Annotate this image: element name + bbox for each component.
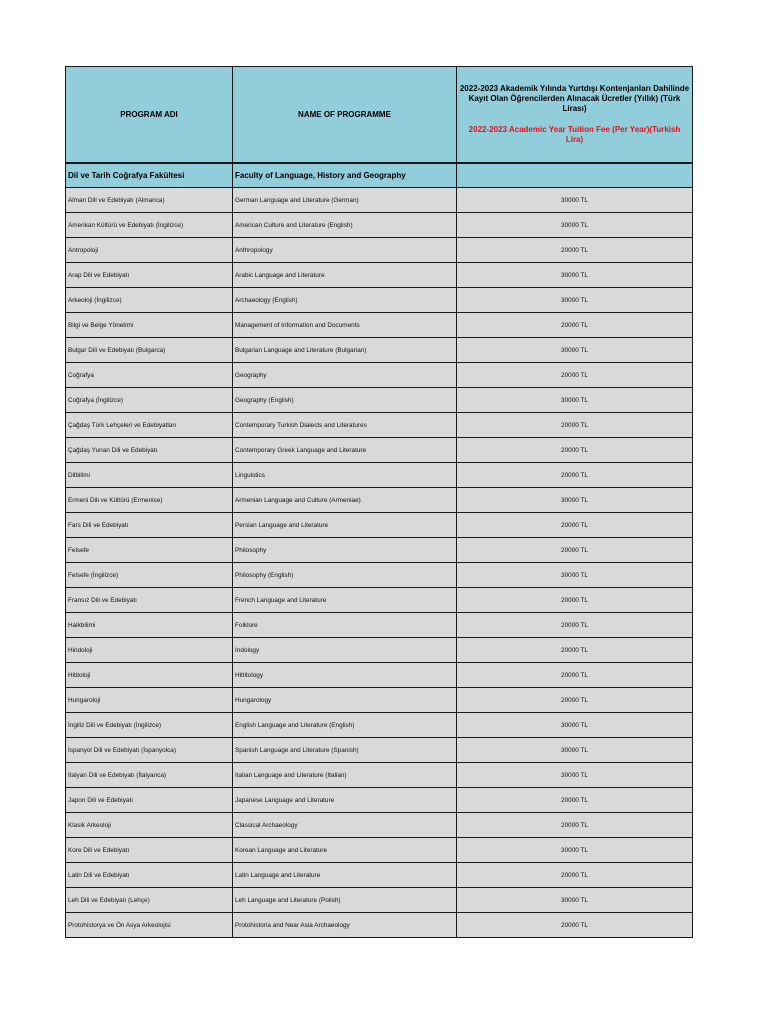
program-fee: 20000 TL <box>457 513 693 538</box>
program-fee: 30000 TL <box>457 838 693 863</box>
program-name-english: Indology <box>233 638 457 663</box>
table-row <box>66 763 693 788</box>
program-name-turkish: İngiliz Dili ve Edebiyatı (İngilizce) <box>66 713 233 738</box>
program-fee: 30000 TL <box>457 763 693 788</box>
program-name-turkish: Dilbilimi <box>66 463 233 488</box>
table-row <box>66 588 693 613</box>
program-name-english: Anthropology <box>233 238 457 263</box>
program-fee: 30000 TL <box>457 213 693 238</box>
program-fee: 20000 TL <box>457 863 693 888</box>
table-row <box>66 363 693 388</box>
table-row <box>66 863 693 888</box>
table-header-row <box>66 67 693 164</box>
program-fee: 30000 TL <box>457 713 693 738</box>
program-fee: 20000 TL <box>457 638 693 663</box>
program-name-english: Classical Archaeology <box>233 813 457 838</box>
header-tuition-fee <box>457 67 693 164</box>
program-name-turkish: Çağdaş Yunan Dili ve Edebiyatı <box>66 438 233 463</box>
program-fee: 20000 TL <box>457 413 693 438</box>
program-name-english: Geography <box>233 363 457 388</box>
program-name-english: American Culture and Literature (English) <box>233 213 457 238</box>
table-row <box>66 813 693 838</box>
program-fee: 20000 TL <box>457 238 693 263</box>
program-fee: 20000 TL <box>457 588 693 613</box>
program-name-turkish: Amerikan Kültürü ve Edebiyatı (İngilizce) <box>66 213 233 238</box>
program-name-turkish: Alman Dili ve Edebiyatı (Almanca) <box>66 188 233 213</box>
program-name-turkish: Japon Dili ve Edebiyatı <box>66 788 233 813</box>
header-fee-english: 2022-2023 Academic Year Tuition Fee (Per Year)(Turkish Lira) <box>468 125 681 144</box>
table-row <box>66 738 693 763</box>
program-name-turkish: Arkeoloji (İngilizce) <box>66 288 233 313</box>
program-name-english: Armenian Language and Culture (Armeniae) <box>233 488 457 513</box>
table-row <box>66 338 693 363</box>
program-name-turkish: Felsefe (İngilizce) <box>66 563 233 588</box>
program-name-english: Management of Information and Documents <box>233 313 457 338</box>
program-fee: 20000 TL <box>457 688 693 713</box>
program-fee: 20000 TL <box>457 788 693 813</box>
table-row <box>66 413 693 438</box>
table-row <box>66 638 693 663</box>
program-name-turkish: İspanyol Dili ve Edebiyatı (İspanyolca) <box>66 738 233 763</box>
table-row <box>66 213 693 238</box>
tuition-fee-table <box>65 66 693 938</box>
table-row <box>66 538 693 563</box>
program-fee: 20000 TL <box>457 813 693 838</box>
program-fee: 30000 TL <box>457 488 693 513</box>
table-row <box>66 463 693 488</box>
program-name-turkish: Felsefe <box>66 538 233 563</box>
faculty-name-english: Faculty of Language, History and Geography <box>233 163 457 188</box>
program-fee: 30000 TL <box>457 338 693 363</box>
program-fee: 20000 TL <box>457 613 693 638</box>
program-name-turkish: Çağdaş Türk Lehçeleri ve Edebiyatları <box>66 413 233 438</box>
program-fee: 20000 TL <box>457 913 693 938</box>
program-name-english: French Language and Literature <box>233 588 457 613</box>
program-name-english: Contemporary Turkish Dialects and Literatures <box>233 413 457 438</box>
table-row <box>66 563 693 588</box>
program-name-english: Spanish Language and Literature (Spanish) <box>233 738 457 763</box>
program-fee: 30000 TL <box>457 738 693 763</box>
program-name-turkish: Fransız Dili ve Edebiyatı <box>66 588 233 613</box>
program-fee: 30000 TL <box>457 888 693 913</box>
table-row <box>66 788 693 813</box>
program-name-turkish: Hititoloji <box>66 663 233 688</box>
program-fee: 20000 TL <box>457 363 693 388</box>
program-name-english: Folklore <box>233 613 457 638</box>
program-fee: 20000 TL <box>457 463 693 488</box>
header-name-of-programme: NAME OF PROGRAMME <box>233 67 457 164</box>
program-name-english: Korean Language and Literature <box>233 838 457 863</box>
program-name-turkish: Kore Dili ve Edebiyatı <box>66 838 233 863</box>
program-name-english: Hittitology <box>233 663 457 688</box>
program-name-turkish: Coğrafya <box>66 363 233 388</box>
program-fee: 30000 TL <box>457 388 693 413</box>
table-row <box>66 913 693 938</box>
program-name-english: Persian Language and Literature <box>233 513 457 538</box>
program-name-english: Arabic Language and Literature <box>233 263 457 288</box>
program-fee: 30000 TL <box>457 263 693 288</box>
program-fee: 30000 TL <box>457 563 693 588</box>
program-name-english: Geography (English) <box>233 388 457 413</box>
program-name-turkish: Ermeni Dili ve Kültürü (Ermenice) <box>66 488 233 513</box>
table-row <box>66 388 693 413</box>
program-name-english: Bulgarian Language and Literature (Bulgarian) <box>233 338 457 363</box>
header-program-adi: PROGRAM ADI <box>66 67 233 164</box>
tuition-fee-sheet <box>65 66 692 938</box>
program-fee: 20000 TL <box>457 538 693 563</box>
table-row <box>66 288 693 313</box>
table-row <box>66 613 693 638</box>
table-row <box>66 663 693 688</box>
program-name-turkish: İtalyan Dili ve Edebiyatı (İtalyanca) <box>66 763 233 788</box>
program-name-english: Leh Language and Literature (Polish) <box>233 888 457 913</box>
faculty-row <box>66 163 693 188</box>
table-row <box>66 188 693 213</box>
program-name-english: Latin Language and Literature <box>233 863 457 888</box>
program-name-english: Italian Language and Literature (Italian) <box>233 763 457 788</box>
program-name-english: Contemporary Greek Language and Literature <box>233 438 457 463</box>
program-fee: 30000 TL <box>457 188 693 213</box>
program-fee: 20000 TL <box>457 663 693 688</box>
program-name-english: Archaeology (English) <box>233 288 457 313</box>
table-row <box>66 513 693 538</box>
table-body <box>66 163 693 938</box>
program-name-english: Protohistoria and Near Asia Archaeology <box>233 913 457 938</box>
table-row <box>66 838 693 863</box>
program-name-turkish: Coğrafya (İngilizce) <box>66 388 233 413</box>
program-name-english: Linguistics <box>233 463 457 488</box>
program-name-turkish: Bilgi ve Belge Yönetimi <box>66 313 233 338</box>
program-name-turkish: Klasik Arkeoloji <box>66 813 233 838</box>
program-name-english: Philosophy (English) <box>233 563 457 588</box>
program-name-english: English Language and Literature (English) <box>233 713 457 738</box>
table-row <box>66 888 693 913</box>
program-fee: 20000 TL <box>457 313 693 338</box>
table-row <box>66 713 693 738</box>
program-name-turkish: Fars Dili ve Edebiyatı <box>66 513 233 538</box>
program-name-turkish: Halkbilimi <box>66 613 233 638</box>
faculty-fee <box>457 163 693 188</box>
faculty-name-turkish: Dil ve Tarih Coğrafya Fakültesi <box>66 163 233 188</box>
program-name-english: Philosophy <box>233 538 457 563</box>
program-name-english: Japanese Language and Literature <box>233 788 457 813</box>
program-fee: 20000 TL <box>457 438 693 463</box>
header-fee-turkish: 2022-2023 Akademik Yılında Yurtdışı Kontenjanları Dahilinde Kayıt Olan Öğrencilerden Alınacak Ücretler (Yıllık) (Türk Lirası) <box>459 84 690 113</box>
program-name-turkish: Antropoloji <box>66 238 233 263</box>
program-name-turkish: Latin Dili ve Edebiyatı <box>66 863 233 888</box>
program-name-turkish: Hungaroloji <box>66 688 233 713</box>
program-name-turkish: Protohistorya ve Ön Asya Arkeolojisi <box>66 913 233 938</box>
program-name-turkish: Bulgar Dili ve Edebiyatı (Bulgarca) <box>66 338 233 363</box>
program-name-turkish: Hindoloji <box>66 638 233 663</box>
program-name-english: Hungarology <box>233 688 457 713</box>
table-row <box>66 238 693 263</box>
program-name-turkish: Arap Dili ve Edebiyatı <box>66 263 233 288</box>
table-row <box>66 488 693 513</box>
table-row <box>66 263 693 288</box>
table-row <box>66 688 693 713</box>
program-fee: 30000 TL <box>457 288 693 313</box>
table-row <box>66 313 693 338</box>
table-row <box>66 438 693 463</box>
program-name-turkish: Leh Dili ve Edebiyatı (Lehçe) <box>66 888 233 913</box>
program-name-english: German Language and Literature (German) <box>233 188 457 213</box>
